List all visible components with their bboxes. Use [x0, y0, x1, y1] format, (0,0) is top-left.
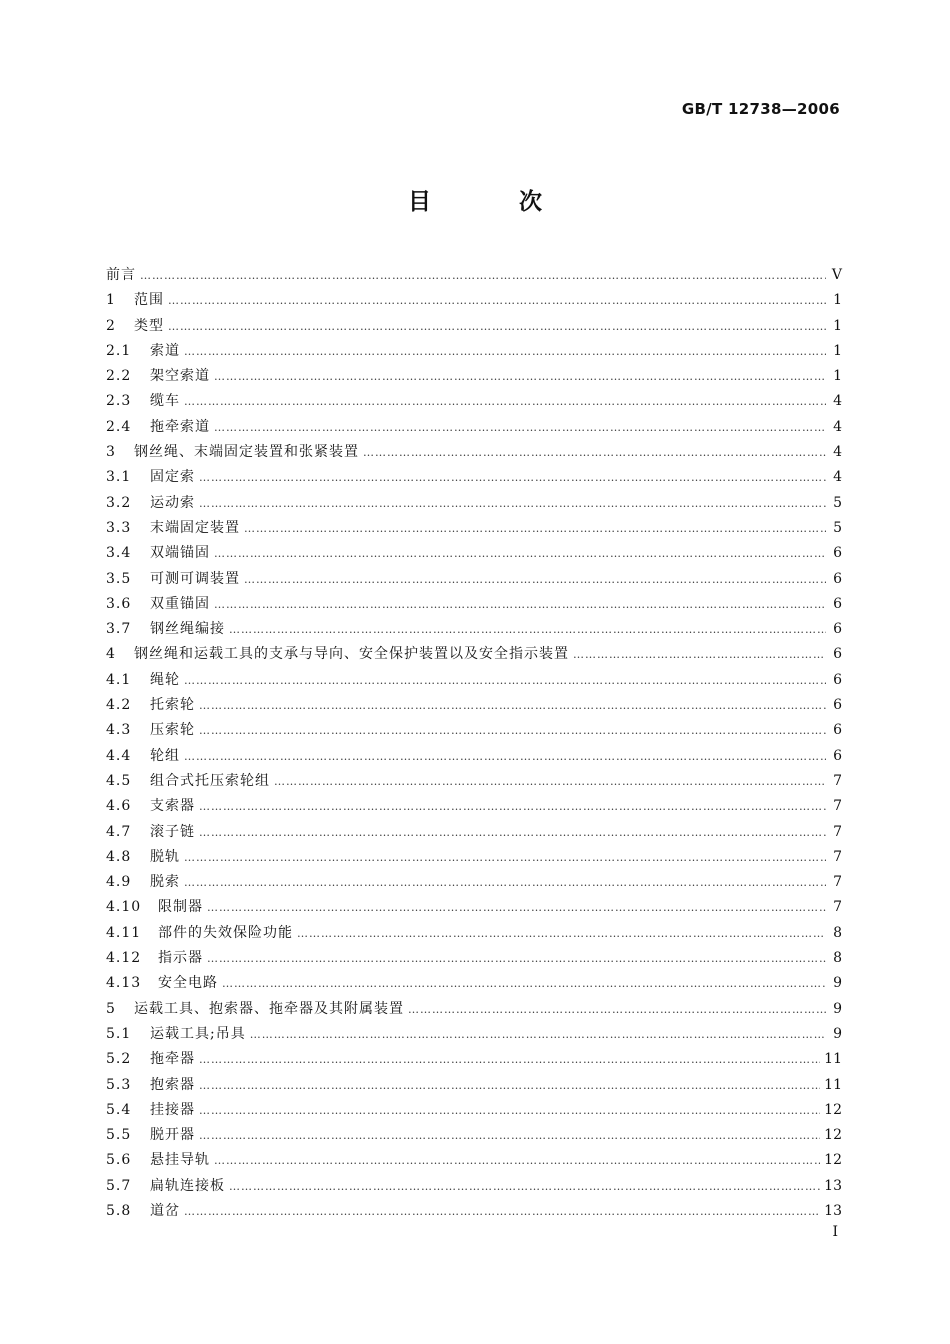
toc-entry[interactable] — [106, 946, 842, 971]
toc-entry-page: V — [831, 267, 842, 283]
toc-entry-title: 绳轮 — [150, 671, 180, 688]
toc-entry-number: 3.6 — [106, 595, 132, 612]
toc-entry-number: 1 — [106, 292, 116, 309]
toc-leader-dots — [199, 794, 826, 819]
toc-entry-number: 5 — [106, 1000, 116, 1017]
toc-entry-number: 5.4 — [106, 1101, 132, 1118]
toc-entry-title: 压索轮 — [150, 722, 195, 739]
toc-entry-title: 固定索 — [150, 469, 195, 486]
toc-leader-dots — [363, 440, 826, 465]
toc-entry-page: 9 — [833, 975, 842, 992]
toc-entry-page: 5 — [833, 494, 842, 511]
toc-entry-page: 7 — [833, 874, 842, 891]
toc-entry-number: 5.5 — [106, 1127, 132, 1144]
toc-entry[interactable] — [106, 668, 842, 693]
toc-entry-number: 5.7 — [106, 1177, 132, 1194]
toc-leader-dots — [214, 364, 826, 389]
toc-leader-dots — [199, 820, 826, 845]
toc-leader-dots — [573, 642, 826, 667]
toc-leader-dots — [229, 1174, 820, 1199]
toc-entry-title: 安全电路 — [158, 975, 218, 992]
toc-entry-title: 末端固定装置 — [150, 519, 240, 536]
toc-leader-dots — [184, 870, 826, 895]
toc-entry-title: 运动索 — [150, 494, 195, 511]
toc-leader-dots — [184, 389, 826, 414]
toc-entry[interactable] — [106, 820, 842, 845]
toc-entry-title: 前言 — [106, 267, 136, 283]
toc-leader-dots — [199, 718, 826, 743]
toc-entry[interactable] — [106, 1123, 842, 1148]
toc-leader-dots — [229, 617, 826, 642]
toc-entry-page: 1 — [833, 317, 842, 334]
toc-entry-number: 5.2 — [106, 1051, 132, 1068]
toc-leader-dots — [244, 516, 826, 541]
toc-entry-title: 限制器 — [158, 899, 203, 916]
toc-leader-dots — [199, 491, 826, 516]
toc-entry-number: 4.12 — [106, 950, 142, 967]
toc-entry-number: 2.3 — [106, 393, 132, 410]
toc-entry-page: 7 — [833, 899, 842, 916]
toc-leader-dots — [199, 693, 826, 718]
toc-entry-page: 8 — [833, 924, 842, 941]
toc-entry-page: 12 — [824, 1127, 842, 1144]
toc-leader-dots — [214, 415, 826, 440]
toc-leader-dots — [184, 1199, 820, 1224]
toc-leader-dots — [274, 769, 826, 794]
toc-entry-page: 6 — [833, 545, 842, 562]
toc-entry[interactable] — [106, 1047, 842, 1072]
toc-entry-title: 支索器 — [150, 798, 195, 815]
toc-leader-dots — [199, 1098, 820, 1123]
toc-entry-title: 悬挂导轨 — [150, 1152, 210, 1169]
toc-entry[interactable] — [106, 1098, 842, 1123]
toc-entry[interactable] — [106, 592, 842, 617]
toc-leader-dots — [168, 314, 826, 339]
toc-entry-title: 类型 — [134, 317, 164, 334]
toc-entry-number: 3 — [106, 444, 116, 461]
toc-entry-number: 4.8 — [106, 848, 132, 865]
toc-entry-number: 4.11 — [106, 924, 142, 941]
toc-entry-page: 1 — [833, 292, 842, 309]
toc-entry-page: 9 — [833, 1025, 842, 1042]
toc-entry-page: 11 — [824, 1076, 842, 1093]
toc-entry-number: 4.5 — [106, 772, 132, 789]
toc-entry[interactable] — [106, 921, 842, 946]
toc-entry-number: 3.7 — [106, 621, 132, 638]
toc-entry-page: 9 — [833, 1000, 842, 1017]
table-of-contents — [106, 263, 842, 1224]
toc-leader-dots — [184, 845, 826, 870]
toc-entry-page: 12 — [824, 1152, 842, 1169]
toc-entry-number: 4.6 — [106, 798, 132, 815]
page-number: I — [832, 1224, 838, 1240]
toc-entry-number: 3.1 — [106, 469, 132, 486]
toc-entry-number: 2 — [106, 317, 116, 334]
toc-entry-number: 4.9 — [106, 874, 132, 891]
toc-leader-dots — [222, 971, 826, 996]
toc-entry-page: 7 — [833, 772, 842, 789]
toc-entry-title: 扁轨连接板 — [150, 1177, 225, 1194]
toc-entry-number: 5.3 — [106, 1076, 132, 1093]
toc-leader-dots — [207, 895, 826, 920]
toc-entry[interactable] — [106, 491, 842, 516]
toc-entry-title: 钢丝绳和运载工具的支承与导向、安全保护装置以及安全指示装置 — [134, 646, 569, 663]
toc-entry-title: 运载工具;吊具 — [150, 1025, 246, 1042]
toc-entry-title: 脱索 — [150, 874, 180, 891]
toc-entry-number: 3.2 — [106, 494, 132, 511]
toc-entry-title: 索道 — [150, 342, 180, 359]
toc-entry-number: 5.8 — [106, 1202, 132, 1219]
toc-entry-page: 7 — [833, 798, 842, 815]
toc-entry[interactable] — [106, 1073, 842, 1098]
toc-leader-dots — [140, 263, 826, 288]
toc-entry-title: 托索轮 — [150, 697, 195, 714]
toc-entry-page: 6 — [833, 595, 842, 612]
toc-leader-dots — [214, 541, 826, 566]
toc-leader-dots — [184, 339, 826, 364]
toc-entry-page: 7 — [833, 823, 842, 840]
toc-entry[interactable] — [106, 997, 842, 1022]
toc-entry-title: 运载工具、抱索器、拖牵器及其附属装置 — [134, 1000, 404, 1017]
toc-entry-title: 轮组 — [150, 747, 180, 764]
toc-entry-title: 范围 — [134, 292, 164, 309]
toc-entry-page: 8 — [833, 950, 842, 967]
toc-entry-page: 6 — [833, 697, 842, 714]
toc-leader-dots — [199, 1073, 820, 1098]
toc-entry-title: 缆车 — [150, 393, 180, 410]
toc-entry[interactable] — [106, 845, 842, 870]
toc-entry-page: 4 — [833, 393, 842, 410]
toc-entry-page: 1 — [833, 368, 842, 385]
toc-entry-title: 指示器 — [158, 950, 203, 967]
toc-entry-title: 道岔 — [150, 1202, 180, 1219]
toc-entry-title: 可测可调装置 — [150, 570, 240, 587]
toc-entry-title: 部件的失效保险功能 — [158, 924, 293, 941]
toc-entry[interactable] — [106, 769, 842, 794]
toc-entry[interactable] — [106, 617, 842, 642]
toc-entry-number: 3.4 — [106, 545, 132, 562]
toc-leader-dots — [168, 288, 826, 313]
toc-entry-number: 4.1 — [106, 671, 132, 688]
toc-entry[interactable] — [106, 288, 842, 313]
toc-entry[interactable] — [106, 895, 842, 920]
toc-entry-page: 4 — [833, 418, 842, 435]
toc-entry[interactable] — [106, 567, 842, 592]
toc-entry-title: 架空索道 — [150, 368, 210, 385]
toc-entry-page: 6 — [833, 570, 842, 587]
toc-entry-title: 双端锚固 — [150, 545, 210, 562]
toc-entry-page: 6 — [833, 722, 842, 739]
toc-entry[interactable] — [106, 541, 842, 566]
toc-entry-title: 钢丝绳、末端固定装置和张紧装置 — [134, 444, 359, 461]
toc-entry-number: 2.1 — [106, 342, 132, 359]
toc-leader-dots — [214, 592, 826, 617]
toc-entry-page: 6 — [833, 671, 842, 688]
toc-entry-title: 钢丝绳编接 — [150, 621, 225, 638]
toc-entry-title: 拖牵器 — [150, 1051, 195, 1068]
toc-entry-page: 7 — [833, 848, 842, 865]
toc-entry[interactable] — [106, 465, 842, 490]
toc-leader-dots — [199, 1047, 820, 1072]
toc-entry-page: 6 — [833, 646, 842, 663]
toc-entry-page: 4 — [833, 444, 842, 461]
toc-entry-number: 4 — [106, 646, 116, 663]
toc-entry-title: 拖牵索道 — [150, 418, 210, 435]
toc-entry[interactable] — [106, 314, 842, 339]
toc-entry-page: 5 — [833, 519, 842, 536]
toc-entry[interactable] — [106, 440, 842, 465]
toc-entry[interactable] — [106, 870, 842, 895]
toc-entry-number: 3.5 — [106, 570, 132, 587]
toc-entry-title: 挂接器 — [150, 1101, 195, 1118]
toc-leader-dots — [250, 1022, 826, 1047]
toc-leader-dots — [297, 921, 826, 946]
toc-entry[interactable] — [106, 389, 842, 414]
toc-entry-number: 2.2 — [106, 368, 132, 385]
toc-entry[interactable] — [106, 718, 842, 743]
toc-leader-dots — [199, 1123, 820, 1148]
toc-entry-number: 4.10 — [106, 899, 142, 916]
page-title: 目 次 — [407, 189, 582, 215]
toc-entry[interactable] — [106, 642, 842, 667]
toc-leader-dots — [244, 567, 826, 592]
toc-entry-number: 4.13 — [106, 975, 142, 992]
toc-entry-title: 脱开器 — [150, 1127, 195, 1144]
toc-entry-page: 4 — [833, 469, 842, 486]
toc-entry-title: 组合式托压索轮组 — [150, 772, 270, 789]
toc-entry[interactable] — [106, 1174, 842, 1199]
toc-entry-page: 13 — [824, 1202, 842, 1219]
toc-entry[interactable] — [106, 263, 842, 288]
toc-entry-number: 2.4 — [106, 418, 132, 435]
toc-entry-title: 双重锚固 — [150, 595, 210, 612]
toc-entry[interactable] — [106, 516, 842, 541]
toc-entry-number: 4.7 — [106, 823, 132, 840]
toc-entry[interactable] — [106, 1022, 842, 1047]
toc-entry[interactable] — [106, 744, 842, 769]
toc-entry[interactable] — [106, 364, 842, 389]
toc-leader-dots — [199, 465, 826, 490]
toc-entry-number: 5.1 — [106, 1025, 132, 1042]
toc-entry[interactable] — [106, 339, 842, 364]
toc-entry-page: 13 — [824, 1177, 842, 1194]
toc-leader-dots — [184, 668, 826, 693]
toc-entry-number: 4.4 — [106, 747, 132, 764]
toc-entry-number: 4.2 — [106, 697, 132, 714]
toc-entry-title: 脱轨 — [150, 848, 180, 865]
toc-entry-number: 4.3 — [106, 722, 132, 739]
toc-entry-page: 6 — [833, 747, 842, 764]
toc-leader-dots — [184, 744, 826, 769]
toc-entry-page: 12 — [824, 1101, 842, 1118]
toc-entry-title: 滚子链 — [150, 823, 195, 840]
toc-leader-dots — [207, 946, 826, 971]
toc-entry-page: 6 — [833, 621, 842, 638]
toc-entry[interactable] — [106, 1148, 842, 1173]
toc-entry-number: 3.3 — [106, 519, 132, 536]
toc-entry[interactable] — [106, 1199, 842, 1224]
toc-leader-dots — [408, 997, 826, 1022]
standard-code: GB/T 12738—2006 — [681, 100, 840, 118]
toc-entry[interactable] — [106, 415, 842, 440]
toc-entry[interactable] — [106, 794, 842, 819]
toc-entry-title: 抱索器 — [150, 1076, 195, 1093]
toc-entry-page: 1 — [833, 342, 842, 359]
toc-leader-dots — [214, 1148, 820, 1173]
toc-entry-number: 5.6 — [106, 1152, 132, 1169]
toc-entry-page: 11 — [824, 1051, 842, 1068]
toc-entry[interactable] — [106, 971, 842, 996]
toc-entry[interactable] — [106, 693, 842, 718]
